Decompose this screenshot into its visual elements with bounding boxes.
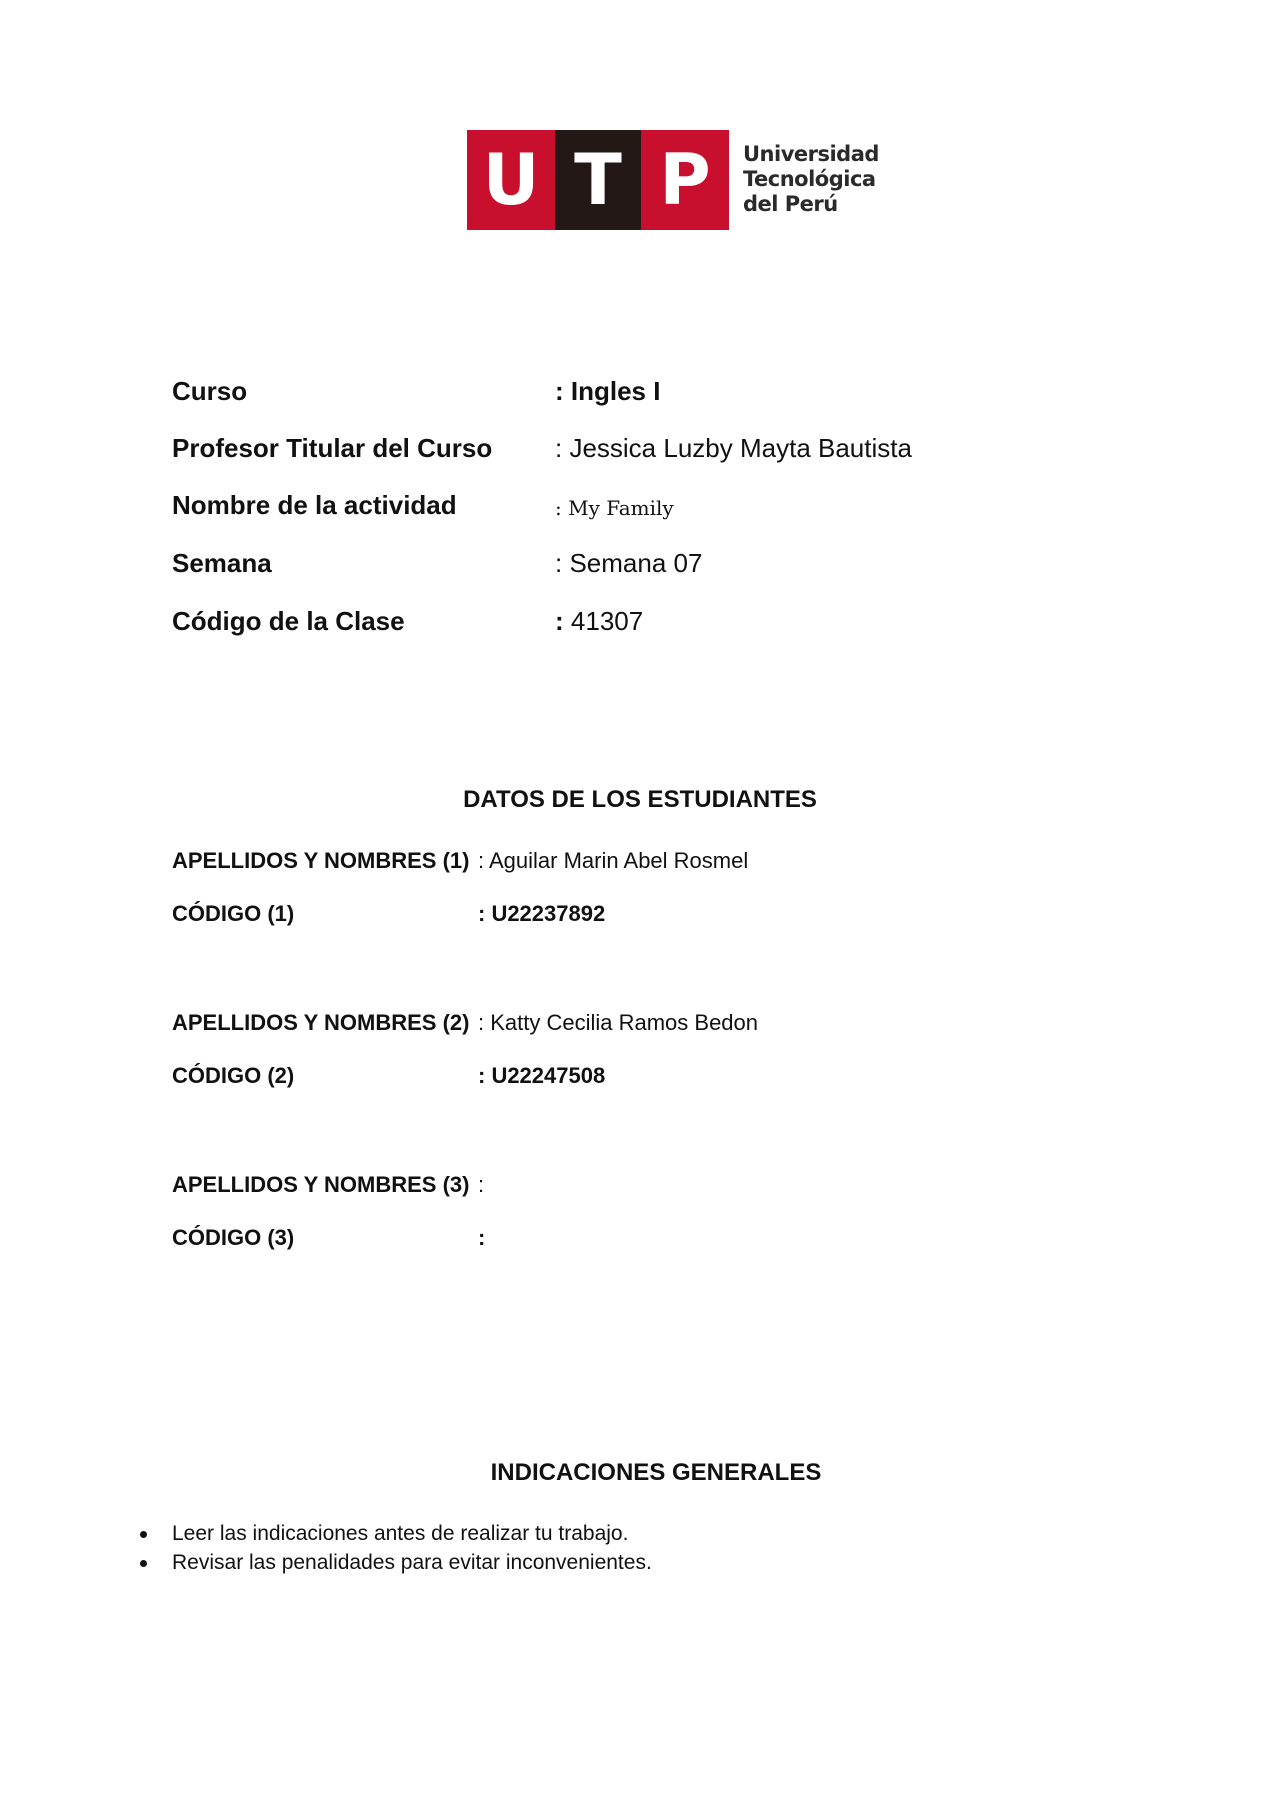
list-item (136, 1519, 652, 1548)
student-3-code-row (172, 1225, 1072, 1257)
logo-text-line-2: Tecnológica (743, 167, 876, 191)
student-code-value: : U22237892 (478, 901, 606, 926)
bullet-icon (140, 1531, 147, 1538)
utp-logo-mark (467, 130, 729, 230)
info-row-codigo-clase (172, 606, 1072, 646)
student-2-code-row (172, 1063, 1072, 1095)
student-name-value: : (478, 1172, 485, 1197)
info-label: Curso (172, 376, 248, 406)
info-row-profesor (172, 433, 1072, 473)
student-1-code-row (172, 901, 1072, 933)
info-value: : Semana 07 (555, 548, 703, 578)
student-name-value: : Katty Cecilia Ramos Bedon (478, 1010, 759, 1035)
utp-logo (467, 128, 879, 232)
info-value: : My Family (555, 496, 674, 520)
info-value: : Ingles I (555, 376, 661, 406)
student-3-name-row (172, 1172, 1072, 1204)
logo-wordmark (743, 142, 879, 217)
student-name-label: APELLIDOS Y NOMBRES (3) (172, 1172, 470, 1197)
info-value: : Jessica Luzby Mayta Bautista (555, 433, 912, 463)
info-label: Nombre de la actividad (172, 490, 457, 520)
student-code-label: CÓDIGO (2) (172, 1063, 295, 1088)
list-item (136, 1548, 652, 1577)
students-section-title: DATOS DE LOS ESTUDIANTES (463, 786, 817, 813)
logo-letter-t: T (555, 130, 641, 230)
indications-section-title: INDICACIONES GENERALES (490, 1459, 822, 1486)
logo-letter-p: P (641, 130, 729, 230)
student-2-name-row (172, 1010, 1072, 1042)
info-label: Profesor Titular del Curso (172, 433, 493, 463)
logo-letter-u: U (467, 130, 555, 230)
student-code-value: : U22247508 (478, 1063, 606, 1088)
info-label: Semana (172, 548, 272, 578)
logo-text-line-3: del Perú (743, 192, 838, 216)
student-name-label: APELLIDOS Y NOMBRES (2) (172, 1010, 470, 1035)
info-row-semana (172, 548, 1072, 588)
student-code-label: CÓDIGO (1) (172, 901, 295, 926)
info-label: Código de la Clase (172, 606, 405, 636)
student-name-value: : Aguilar Marin Abel Rosmel (478, 848, 749, 873)
list-item-text: Revisar las penalidades para evitar inconvenientes. (172, 1551, 652, 1574)
info-value (555, 606, 643, 637)
student-code-value: : (478, 1225, 486, 1250)
student-code-label: CÓDIGO (3) (172, 1225, 295, 1250)
student-name-label: APELLIDOS Y NOMBRES (1) (172, 848, 470, 873)
info-value-text: 41307 (563, 606, 644, 636)
list-item-text: Leer las indicaciones antes de realizar tu trabajo. (172, 1522, 629, 1545)
info-colon: : (555, 606, 564, 636)
student-1-name-row (172, 848, 1072, 880)
indications-list (136, 1519, 652, 1577)
info-row-actividad (172, 490, 1072, 530)
info-row-curso (172, 376, 1072, 416)
bullet-icon (140, 1560, 147, 1567)
logo-text-line-1: Universidad (743, 142, 879, 166)
